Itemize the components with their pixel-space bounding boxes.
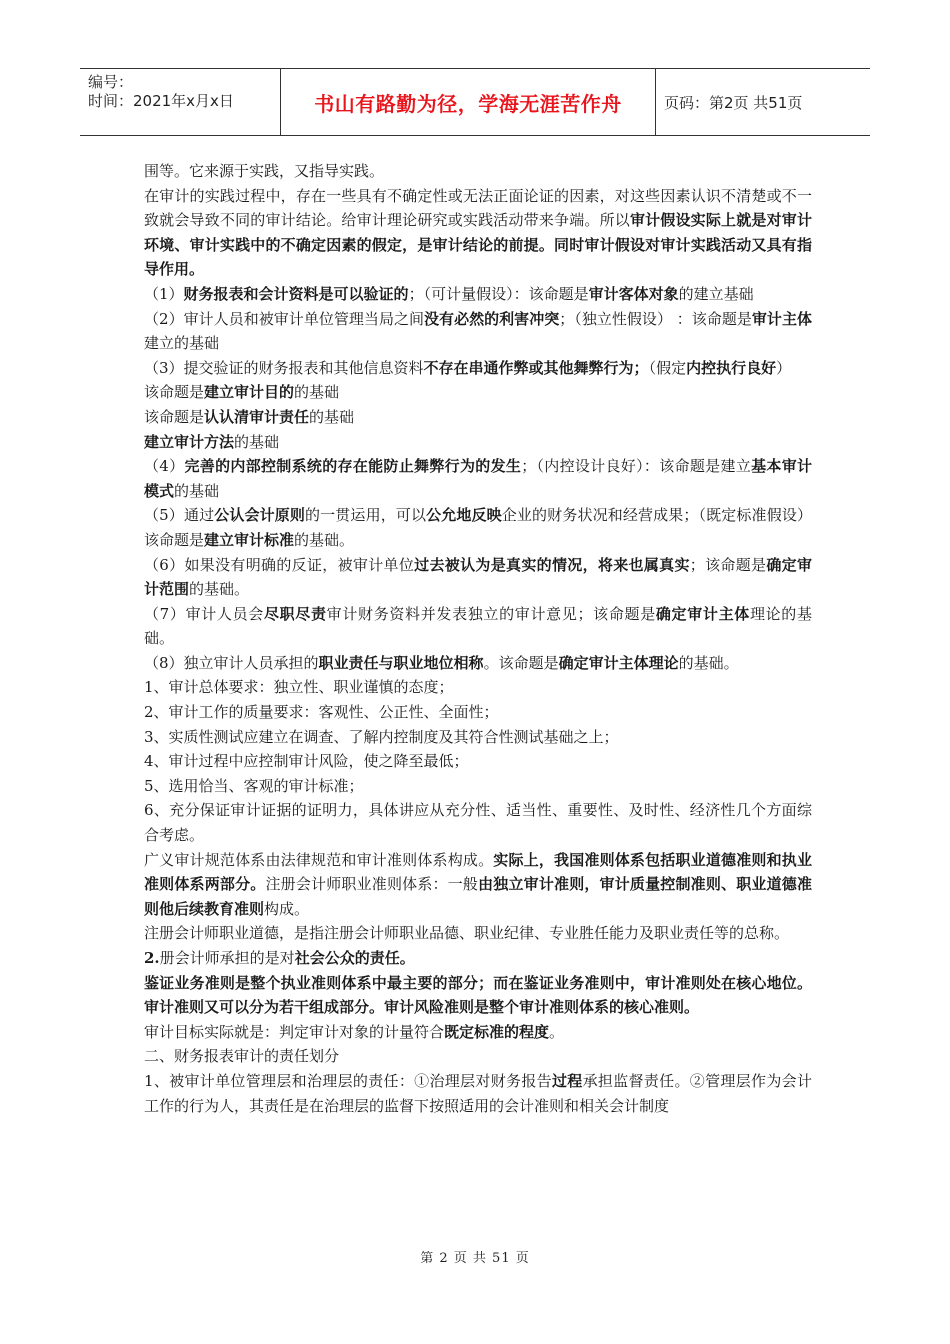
page-header <box>80 68 870 136</box>
body-paragraph <box>144 430 812 455</box>
text-run: 的基础 <box>294 383 340 402</box>
body-paragraph <box>144 675 812 700</box>
body-paragraph <box>144 1044 812 1069</box>
bold-text-run: 公允地反映 <box>426 506 502 525</box>
body-paragraph <box>144 1020 812 1045</box>
text-run: 1、被审计单位管理层和治理层的责任：①治理层对财务报告 <box>144 1071 552 1090</box>
bold-text-run: 财务报表和会计资料是可以验证的 <box>183 284 409 303</box>
body-paragraph <box>144 848 812 922</box>
text-run: 。该命题是 <box>483 653 559 672</box>
text-run: 广义审计规范体系由法律规范和审计准则体系构成。 <box>144 850 494 869</box>
bold-text-run: 内控执行良好 <box>686 358 777 377</box>
bold-text-run: 建立审计方法 <box>144 432 235 451</box>
body-paragraph <box>144 503 812 552</box>
document-date-label: 时间：2021年x月x日 <box>88 92 234 110</box>
bold-text-run: 认认清审计责任 <box>204 407 310 426</box>
bold-text-run: 审计假设实际上就是对审计环境、审计实践中的不确定因素的假定，是审计结论的前提。同时审计假设对审计实践活动又具有指导作用。 <box>144 211 812 279</box>
bold-text-run: 由独立审计准则，审计质量控制准则、职业道德准则他后续教育准则 <box>144 875 812 918</box>
text-run: 建立的基础 <box>144 334 220 353</box>
text-run: 的一贯运用，可以 <box>305 506 427 525</box>
bold-text-run: 过去被认为是真实的情况，将来也属真实 <box>414 555 690 574</box>
bold-text-run: 既定标准的程度 <box>444 1022 550 1041</box>
body-paragraph <box>144 651 812 676</box>
body-paragraph <box>144 405 812 430</box>
document-number-label: 编号： <box>88 73 134 91</box>
text-run: （1） <box>144 284 184 303</box>
body-paragraph <box>144 921 812 946</box>
bold-text-run: 确定审计主体理论 <box>558 653 679 672</box>
text-run: 2、审计工作的质量要求：客观性、公正性、全面性； <box>144 703 499 722</box>
text-run: 承担监督责任。②管理层作为会计工作的行为人，其责任是在治理层的监督下按照适用的会计准则和相关会计制度 <box>144 1071 812 1115</box>
bold-text-run: 尽职尽责 <box>263 604 327 623</box>
body-paragraph <box>144 1069 812 1118</box>
text-run: 的基础。 <box>189 580 250 599</box>
text-run: （3）提交验证的财务报表和其他信息资料 <box>144 358 424 377</box>
body-paragraph <box>144 553 812 602</box>
bold-text-run: 审计客体对象 <box>588 284 679 303</box>
text-run: 1、审计总体要求：独立性、职业谨慎的态度； <box>144 678 454 697</box>
text-run: 4、审计过程中应控制审计风险，使之降至最低； <box>144 752 469 771</box>
text-run: （8）独立审计人员承担的 <box>144 653 319 672</box>
bold-text-run: 鉴证业务准则是整个执业准则体系中最主要的部分；而在鉴证业务准则中，审计准则处在核心地位。审计准则又可以分为若干组成部分。审计风险准则是整个审计准则体系的核心准则。 <box>144 973 812 1017</box>
text-run: 审计财务资料并发表独立的审计意见；该命题是 <box>326 604 656 623</box>
text-run: 6、充分保证审计证据的证明力，具体讲应从充分性、适当性、重要性、及时性、经济性几个方面综合考虑。 <box>144 801 812 845</box>
bold-text-run: 确定审计主体 <box>655 604 750 623</box>
bold-text-run: 建立审计标准 <box>204 530 295 549</box>
text-run: 该命题是 <box>144 407 205 426</box>
text-run: ；该命题是 <box>689 555 767 574</box>
body-paragraph <box>144 602 812 651</box>
bold-text-run: 没有必然的利害冲突 <box>424 309 560 328</box>
body-paragraph <box>144 798 812 847</box>
text-run: 构成。 <box>264 899 310 918</box>
header-meta <box>80 69 280 135</box>
body-paragraph <box>144 184 812 282</box>
text-run: 的基础 <box>174 481 220 500</box>
document-body <box>144 159 812 1118</box>
body-paragraph <box>144 307 812 356</box>
bold-text-run: 完善的内部控制系统的存在能防止舞弊行为的发生 <box>184 457 522 476</box>
text-run: 的基础。 <box>678 653 739 672</box>
text-run: 册会计师承担的是对 <box>159 949 295 967</box>
text-run: ；（内控设计良好）：该命题是建立 <box>521 457 752 476</box>
body-paragraph <box>144 380 812 405</box>
text-run: 注册会计师职业准则体系：一般 <box>265 875 479 894</box>
text-run: 理论的基础。 <box>144 604 812 648</box>
body-paragraph <box>144 725 812 750</box>
bold-text-run: 职业责任与职业地位相称 <box>318 653 484 672</box>
text-run: （2）审计人员和被审计单位管理当局之间 <box>144 309 425 328</box>
bold-text-run: 建立审计目的 <box>204 383 295 402</box>
body-paragraph <box>144 700 812 725</box>
text-run: 企业的财务状况和经营成果；（既定标准假设）该命题是 <box>144 506 812 549</box>
text-run: 审计目标实际就是：判定审计对象的计量符合 <box>144 1022 445 1041</box>
text-run: 注册会计师职业道德，是指注册会计师职业品德、职业纪律、专业胜任能力及职业责任等的总称。 <box>144 924 790 943</box>
text-run: （4） <box>144 457 185 476</box>
bold-text-run: 审计主体 <box>751 309 812 328</box>
text-run: 5、选用恰当、客观的审计标准； <box>144 776 364 795</box>
text-run: 该命题是 <box>144 383 205 402</box>
text-run: 二、财务报表审计的责任划分 <box>144 1047 340 1066</box>
text-run: 。 <box>549 1022 565 1041</box>
bold-text-run: 确定审计范围 <box>144 555 812 599</box>
text-run: ；（独立性假设） ：该命题是 <box>559 309 752 328</box>
body-paragraph <box>144 159 812 184</box>
text-run: （6）如果没有明确的反证，被审计单位 <box>144 555 415 574</box>
bold-text-run: 不存在串通作弊或其他舞弊行为； <box>423 358 649 377</box>
body-paragraph <box>144 774 812 799</box>
text-run: 3、实质性测试应建立在调查、了解内控制度及其符合性测试基础之上； <box>144 727 619 746</box>
text-run: 围等。它来源于实践，又指导实践。 <box>144 162 385 180</box>
header-page-number: 页码：第2页 共51页 <box>664 93 803 112</box>
text-run: （假定 <box>648 358 687 377</box>
text-run: （7）审计人员会 <box>144 604 264 623</box>
bold-text-run: 实际上，我国准则体系包括职业道德准则和执业准则体系两部分。 <box>144 850 812 894</box>
bold-text-run: 2. <box>144 949 160 967</box>
text-run: ；（可计量假设）：该命题是 <box>408 284 589 303</box>
text-run: 的基础 <box>234 432 280 451</box>
bold-text-run: 公认会计原则 <box>214 506 306 525</box>
body-paragraph <box>144 356 812 381</box>
text-run: 的基础。 <box>294 530 355 549</box>
text-run: 的建立基础 <box>678 284 754 303</box>
bold-text-run: 过程 <box>551 1071 583 1090</box>
text-run: （5）通过 <box>144 506 215 525</box>
text-run: 在审计的实践过程中，存在一些具有不确定性或无法正面论证的因素，对这些因素认识不清楚或不一致就会导致不同的审计结论。给审计理论研究或实践活动带来争端。所以 <box>144 186 812 230</box>
header-motto: 书山有路勤为径，学海无涯苦作舟 <box>280 69 656 135</box>
body-paragraph <box>144 946 812 971</box>
text-run: ） <box>776 358 792 377</box>
bold-text-run: 社会公众的责任。 <box>294 949 415 967</box>
body-paragraph <box>144 971 812 1020</box>
body-paragraph <box>144 282 812 307</box>
text-run: 的基础 <box>309 407 355 426</box>
bold-text-run: 基本审计模式 <box>144 457 812 500</box>
body-paragraph <box>144 454 812 503</box>
body-paragraph <box>144 749 812 774</box>
page-footer: 第 2 页 共 51 页 <box>420 1251 530 1266</box>
